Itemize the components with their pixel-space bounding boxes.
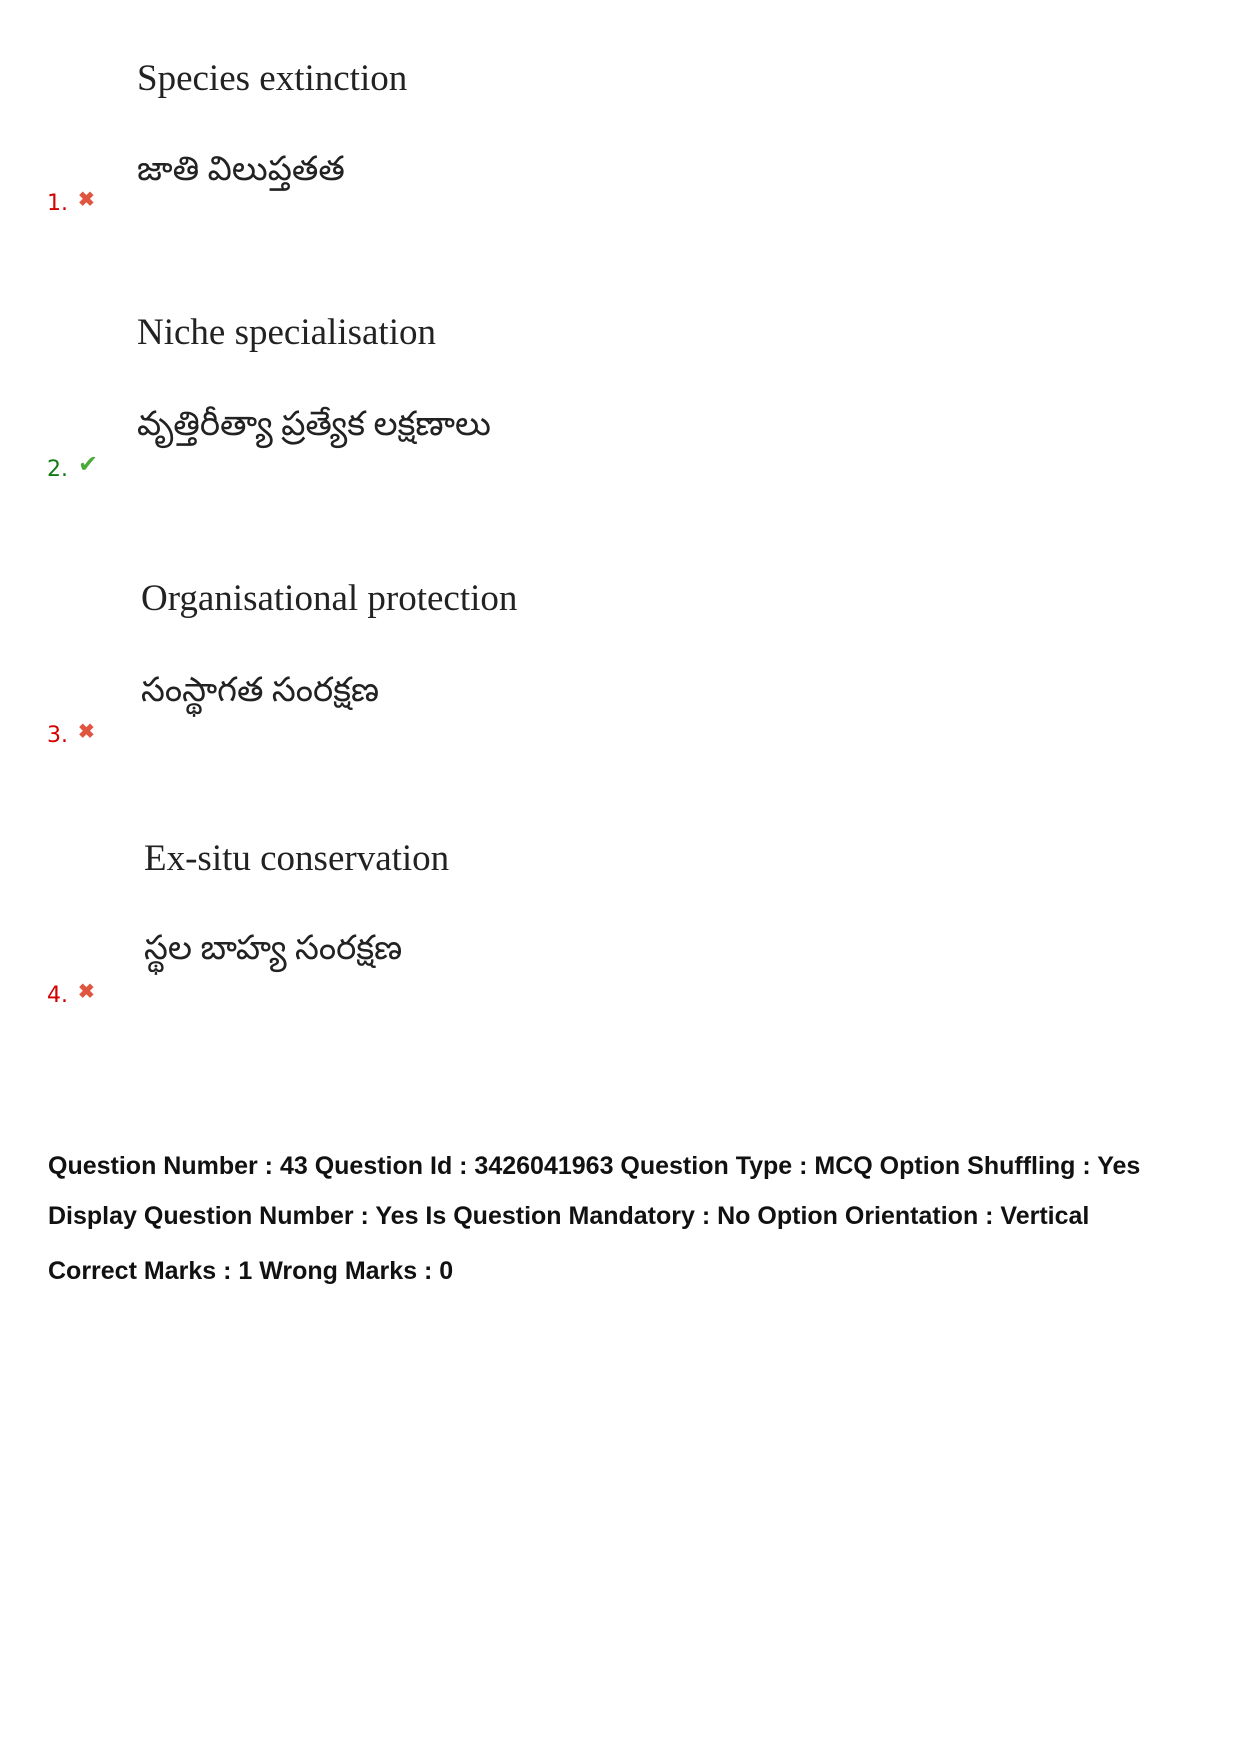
option-english-text: Ex-situ conservation bbox=[144, 838, 450, 879]
option-number: 2. bbox=[47, 457, 68, 482]
option-telugu-text: సంస్థాగత సంరక్షణ bbox=[141, 672, 380, 709]
option-english-text: Organisational protection bbox=[141, 578, 518, 619]
option-english-text: Niche specialisation bbox=[137, 312, 436, 353]
cross-icon: ✖ bbox=[78, 189, 95, 211]
check-icon: ✔ bbox=[78, 451, 99, 478]
option-number: 1. bbox=[47, 191, 68, 216]
question-meta-line-2: Display Question Number : Yes Is Question Mandatory : No Option Orientation : Vertical bbox=[48, 1202, 1090, 1230]
cross-icon: ✖ bbox=[78, 721, 95, 743]
question-meta-line-1: Question Number : 43 Question Id : 3426041963 Question Type : MCQ Option Shuffling : Yes bbox=[48, 1152, 1141, 1180]
cross-icon: ✖ bbox=[78, 981, 95, 1003]
option-number: 4. bbox=[47, 983, 68, 1008]
option-telugu-text: స్థల బాహ్య సంరక్షణ bbox=[144, 930, 403, 967]
option-english-text: Species extinction bbox=[137, 58, 408, 99]
option-telugu-text: జాతి విలుప్తతత bbox=[137, 151, 345, 188]
question-meta-line-3: Correct Marks : 1 Wrong Marks : 0 bbox=[48, 1257, 454, 1285]
option-number: 3. bbox=[47, 723, 68, 748]
option-telugu-text: వృత్తిరీత్యా ప్రత్యేక లక్షణాలు bbox=[137, 406, 491, 443]
